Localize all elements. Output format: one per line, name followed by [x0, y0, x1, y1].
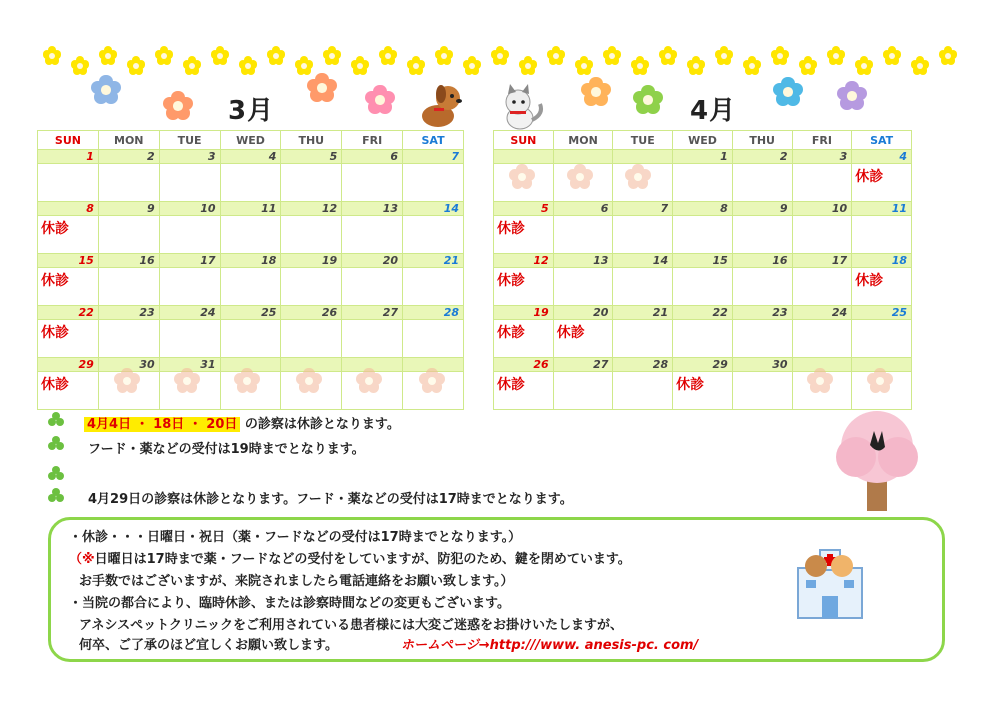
day-cell [494, 372, 554, 410]
day-cell [553, 216, 613, 254]
date-number: 21 [613, 306, 673, 320]
day-cell [220, 216, 281, 254]
flower-icon [580, 76, 612, 108]
clover-icon [48, 412, 64, 428]
date-number: 4 [220, 150, 281, 164]
date-number: 31 [159, 358, 220, 372]
yellow-flower-icon [826, 46, 846, 66]
day-cell [342, 268, 403, 306]
date-number: 3 [792, 150, 852, 164]
date-number [613, 150, 673, 164]
yellow-flower-icon [798, 56, 818, 76]
day-cell [403, 216, 464, 254]
yellow-flower-icon [770, 46, 790, 66]
day-cell [732, 320, 792, 358]
flower-icon [566, 163, 594, 191]
notice-line-2: フード・薬などの受付は19時までとなります。 [88, 442, 365, 457]
day-cell [342, 320, 403, 358]
date-number: 24 [159, 306, 220, 320]
flower-icon [632, 84, 664, 116]
yellow-flower-icon [854, 56, 874, 76]
date-number: 6 [342, 150, 403, 164]
date-number: 6 [553, 202, 613, 216]
date-number: 27 [553, 358, 613, 372]
weekday-header: TUE [613, 131, 673, 150]
day-cell [852, 320, 912, 358]
flower-icon [836, 80, 868, 112]
flower-icon [113, 367, 141, 395]
weekday-header: SUN [494, 131, 554, 150]
weekday-header: MON [553, 131, 613, 150]
date-number: 24 [792, 306, 852, 320]
date-number: 26 [494, 358, 554, 372]
day-cell [673, 372, 733, 410]
flower-icon [806, 367, 834, 395]
date-number: 23 [98, 306, 159, 320]
day-cell [852, 216, 912, 254]
day-cell [494, 268, 554, 306]
day-cell [553, 268, 613, 306]
date-number: 4 [852, 150, 912, 164]
day-cell [792, 268, 852, 306]
date-number: 1 [38, 150, 99, 164]
date-number: 9 [98, 202, 159, 216]
dog-icon [408, 80, 468, 130]
day-cell [220, 268, 281, 306]
cherry-tree-icon [822, 405, 932, 515]
day-cell [38, 216, 99, 254]
date-number: 16 [98, 254, 159, 268]
yellow-flower-icon [154, 46, 174, 66]
date-number: 15 [38, 254, 99, 268]
day-cell [98, 164, 159, 202]
day-cell [159, 216, 220, 254]
date-number: 7 [613, 202, 673, 216]
day-cell [281, 216, 342, 254]
march-title: 3月 [228, 96, 275, 126]
weekday-header: FRI [342, 131, 403, 150]
day-cell [38, 320, 99, 358]
day-cell [732, 164, 792, 202]
day-cell [403, 268, 464, 306]
weekday-header: WED [220, 131, 281, 150]
closed-label: 休診 [497, 273, 525, 289]
clover-icon [48, 488, 64, 504]
date-number: 18 [220, 254, 281, 268]
closed-label: 休診 [855, 273, 884, 289]
flower-icon [173, 367, 201, 395]
day-cell [852, 268, 912, 306]
cat-icon [496, 84, 548, 132]
yellow-flower-icon [70, 56, 90, 76]
day-cell [792, 320, 852, 358]
flower-icon [772, 76, 804, 108]
date-number: 2 [98, 150, 159, 164]
flower-icon [364, 84, 396, 116]
flower-icon [624, 163, 652, 191]
closed-label: 休診 [41, 377, 69, 393]
weekday-header: MON [98, 131, 159, 150]
date-number: 17 [792, 254, 852, 268]
day-cell [281, 164, 342, 202]
yellow-flower-icon [630, 56, 650, 76]
notice-line-1 [84, 413, 400, 432]
day-cell [281, 268, 342, 306]
info-line-2 [69, 548, 631, 567]
date-number: 12 [281, 202, 342, 216]
april-calendar [493, 130, 912, 410]
yellow-flower-icon [238, 56, 258, 76]
closed-label: 休診 [497, 221, 525, 237]
yellow-flower-icon [126, 56, 146, 76]
weekday-header: SAT [403, 131, 464, 150]
weekday-header: WED [673, 131, 733, 150]
hospital-icon [790, 532, 870, 622]
day-cell [342, 216, 403, 254]
date-number: 16 [732, 254, 792, 268]
date-number: 17 [159, 254, 220, 268]
info-line-4: ・当院の都合により、臨時休診、または診察時間などの変更もございます。 [69, 596, 510, 611]
flower-icon [90, 74, 122, 106]
info-line-2-text: 日曜日は17時まで薬・フードなどの受付をしていますが、防犯のため、鍵を閉めています。 [94, 552, 631, 567]
yellow-flower-icon [882, 46, 902, 66]
closed-label: 休診 [676, 377, 705, 393]
day-cell [159, 320, 220, 358]
day-cell [38, 372, 99, 410]
yellow-flower-icon [98, 46, 118, 66]
day-cell [553, 372, 613, 410]
day-cell [673, 320, 733, 358]
date-number: 2 [732, 150, 792, 164]
date-number: 28 [613, 358, 673, 372]
date-number: 27 [342, 306, 403, 320]
closed-label: 休診 [41, 273, 69, 289]
weekday-header: THU [281, 131, 342, 150]
yellow-flower-icon [378, 46, 398, 66]
yellow-flower-icon [602, 46, 622, 66]
notice-line-1-text: の診察は休診となります。 [244, 417, 400, 432]
date-number: 22 [673, 306, 733, 320]
day-cell [613, 320, 673, 358]
flower-icon [508, 163, 536, 191]
date-number: 25 [220, 306, 281, 320]
date-number: 13 [342, 202, 403, 216]
homepage-link[interactable]: ホームページ→http:///www. anesis-pc. com/ [401, 638, 699, 653]
date-number: 1 [673, 150, 733, 164]
yellow-flower-icon [406, 56, 426, 76]
date-number: 14 [613, 254, 673, 268]
yellow-flower-icon [434, 46, 454, 66]
day-cell [220, 320, 281, 358]
day-cell [553, 320, 613, 358]
day-cell [673, 216, 733, 254]
day-cell [852, 164, 912, 202]
flower-icon [418, 367, 446, 395]
clover-icon [48, 436, 64, 452]
yellow-flower-icon [182, 56, 202, 76]
date-number: 3 [159, 150, 220, 164]
day-cell [673, 268, 733, 306]
date-number: 8 [673, 202, 733, 216]
yellow-flower-icon [518, 56, 538, 76]
yellow-flower-icon [574, 56, 594, 76]
date-number: 26 [281, 306, 342, 320]
date-number: 29 [673, 358, 733, 372]
date-number: 10 [159, 202, 220, 216]
date-number: 12 [494, 254, 554, 268]
flower-icon [162, 90, 194, 122]
day-cell [38, 268, 99, 306]
day-cell [98, 320, 159, 358]
closed-label: 休診 [497, 377, 525, 393]
day-cell [159, 268, 220, 306]
day-cell [159, 164, 220, 202]
day-cell [613, 216, 673, 254]
day-cell [732, 268, 792, 306]
date-number: 18 [852, 254, 912, 268]
day-cell [403, 320, 464, 358]
weekday-header: SAT [852, 131, 912, 150]
date-number: 21 [403, 254, 464, 268]
day-cell [98, 216, 159, 254]
date-number [494, 150, 554, 164]
yellow-flower-icon [322, 46, 342, 66]
day-cell [613, 268, 673, 306]
day-cell [38, 164, 99, 202]
weekday-header: FRI [792, 131, 852, 150]
flower-icon [295, 367, 323, 395]
date-number: 5 [494, 202, 554, 216]
weekday-header: SUN [38, 131, 99, 150]
date-number: 11 [220, 202, 281, 216]
date-number: 22 [38, 306, 99, 320]
closed-label: 休診 [41, 221, 69, 237]
info-line-3: お手数ではございますが、来院されましたら電話連絡をお願い致します。） [79, 574, 514, 589]
date-number: 23 [732, 306, 792, 320]
info-line-6: 何卒、ご了承のほど宜しくお願い致します。 [79, 638, 338, 653]
date-number: 20 [342, 254, 403, 268]
weekday-header: TUE [159, 131, 220, 150]
closed-label: 休診 [41, 325, 69, 341]
yellow-flower-icon [546, 46, 566, 66]
day-cell [98, 268, 159, 306]
day-cell [220, 164, 281, 202]
flower-icon [866, 367, 894, 395]
yellow-flower-icon [210, 46, 230, 66]
flower-icon [355, 367, 383, 395]
yellow-flower-icon [938, 46, 958, 66]
date-number: 11 [852, 202, 912, 216]
day-cell [792, 216, 852, 254]
clover-icon [48, 466, 64, 482]
date-number [553, 150, 613, 164]
flower-icon [306, 72, 338, 104]
date-number: 7 [403, 150, 464, 164]
day-cell [732, 216, 792, 254]
yellow-flower-icon [910, 56, 930, 76]
yellow-flower-icon [658, 46, 678, 66]
notice-dates-highlight: 4月4日 ・ 18日 ・ 20日 [84, 417, 240, 432]
april-title: 4月 [690, 96, 737, 126]
day-cell [792, 164, 852, 202]
day-cell [281, 320, 342, 358]
closed-label: 休診 [556, 325, 585, 341]
yellow-flower-icon [42, 46, 62, 66]
date-number: 5 [281, 150, 342, 164]
date-number: 10 [792, 202, 852, 216]
yellow-flower-icon [462, 56, 482, 76]
date-number: 8 [38, 202, 99, 216]
day-cell [732, 372, 792, 410]
date-number: 19 [494, 306, 554, 320]
yellow-flower-icon [686, 56, 706, 76]
info-line-1: ・休診・・・日曜日・祝日（薬・フードなどの受付は17時までとなります。） [69, 530, 522, 545]
info-line-5: アネシスペットクリニックをご利用されている患者様には大変ご迷惑をお掛けいたしますが、 [79, 618, 624, 633]
date-number: 30 [732, 358, 792, 372]
date-number: 14 [403, 202, 464, 216]
weekday-header: THU [732, 131, 792, 150]
day-cell [342, 164, 403, 202]
date-number: 20 [553, 306, 613, 320]
date-number: 9 [732, 202, 792, 216]
date-number: 29 [38, 358, 99, 372]
day-cell [673, 164, 733, 202]
date-number: 13 [553, 254, 613, 268]
yellow-flower-icon [490, 46, 510, 66]
day-cell [494, 320, 554, 358]
date-number: 15 [673, 254, 733, 268]
yellow-flower-icon [742, 56, 762, 76]
date-number: 25 [852, 306, 912, 320]
closed-label: 休診 [855, 169, 884, 185]
day-cell [613, 372, 673, 410]
yellow-flower-icon [350, 56, 370, 76]
yellow-flower-icon [266, 46, 286, 66]
closed-label: 休診 [497, 325, 525, 341]
info-line-2-mark: （※ [69, 552, 95, 567]
flower-icon [233, 367, 261, 395]
date-number: 30 [98, 358, 159, 372]
yellow-flower-icon [714, 46, 734, 66]
day-cell [494, 216, 554, 254]
date-number: 19 [281, 254, 342, 268]
date-number: 28 [403, 306, 464, 320]
day-cell [403, 164, 464, 202]
notice-line-3: 4月29日の診察は休診となります。フード・薬などの受付は17時までとなります。 [88, 492, 573, 507]
